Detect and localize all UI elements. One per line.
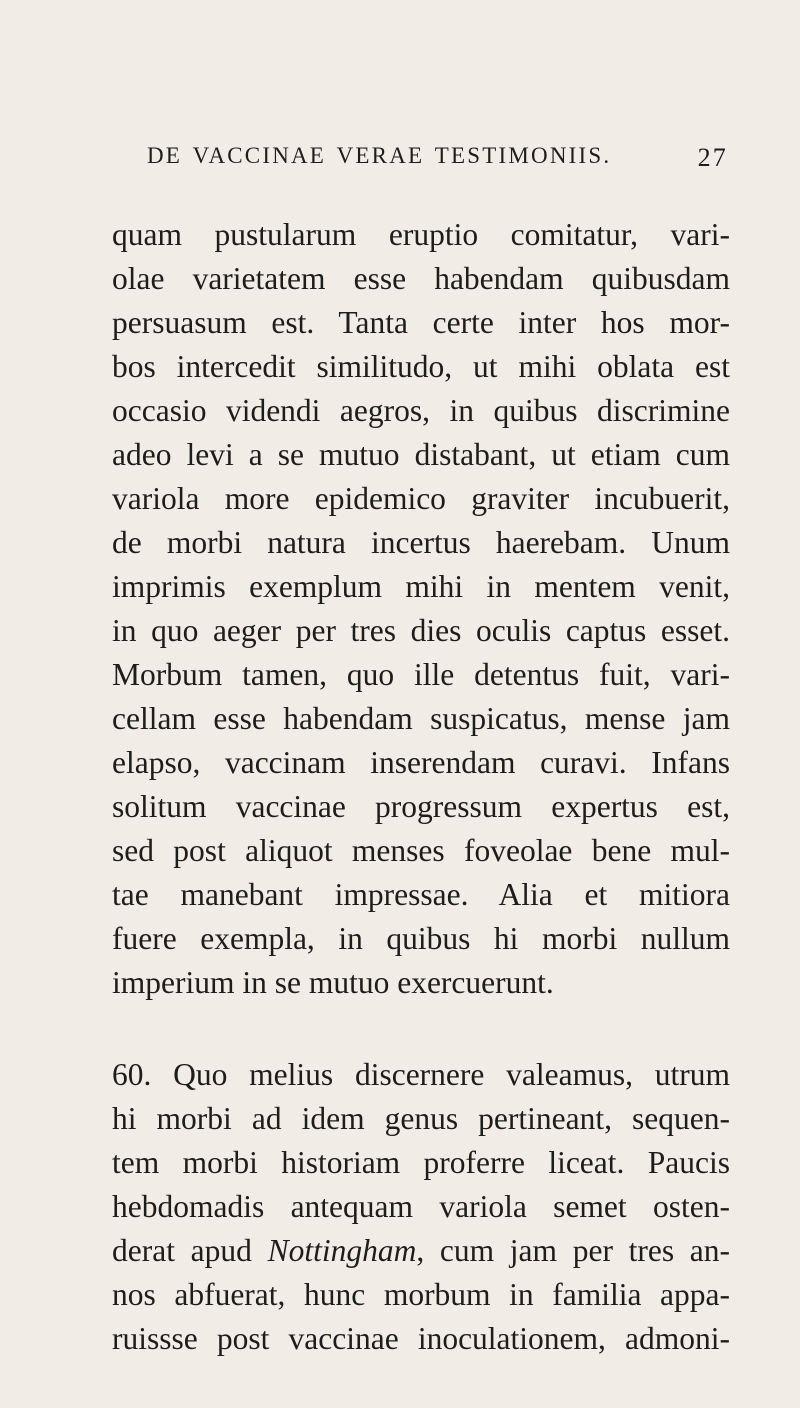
text-line: olae varietatem esse habendam quibusdam [112, 261, 730, 296]
text-line: hi morbi ad idem genus pertineant, sequen- [112, 1101, 730, 1136]
text-line: solitum vaccinae progressum expertus est, [112, 789, 730, 824]
text-line: imperium in se mutuo exercuerunt. [112, 965, 554, 1000]
text-line: fuere exempla, in quibus hi morbi nullum [112, 921, 730, 956]
text-line-with-place [112, 1229, 730, 1273]
text-line: adeo levi a se mutuo distabant, ut etiam cum [112, 437, 730, 472]
text-line: occasio videndi aegros, in quibus discrimine [112, 393, 730, 428]
text-line: 60. Quo melius discernere valeamus, utrum [112, 1057, 730, 1092]
text-fragment: , cum jam per tres an- [416, 1233, 731, 1268]
text-line: hebdomadis antequam variola semet osten- [112, 1189, 730, 1224]
paragraph-2 [112, 1053, 730, 1361]
text-line: nos abfuerat, hunc morbum in familia appa- [112, 1277, 730, 1312]
text-line: sed post aliquot menses foveolae bene mul- [112, 833, 730, 868]
text-line: Morbum tamen, quo ille detentus fuit, vari- [112, 657, 730, 692]
text-line: variola more epidemico graviter incubuerit, [112, 481, 730, 516]
running-head-title: DE VACCINAE VERAE TESTIMONIIS. [147, 143, 612, 168]
text-line: imprimis exemplum mihi in mentem venit, [112, 569, 730, 604]
paragraph-1 [112, 213, 730, 1005]
text-line: in quo aeger per tres dies oculis captus esset. [112, 613, 730, 648]
place-name: Nottingham [267, 1233, 417, 1268]
text-line: ruissse post vaccinae inoculationem, admoni- [112, 1321, 730, 1356]
text-line: quam pustularum eruptio comitatur, vari- [112, 217, 730, 252]
page-number: 27 [697, 143, 728, 172]
text-line: cellam esse habendam suspicatus, mense jam [112, 701, 730, 736]
running-head [92, 143, 728, 183]
body-text [112, 213, 730, 1361]
text-line: tem morbi historiam proferre liceat. Paucis [112, 1145, 730, 1180]
text-line: elapso, vaccinam inserendam curavi. Infans [112, 745, 730, 780]
paragraph-gap [112, 1005, 730, 1053]
text-line: bos intercedit similitudo, ut mihi oblata est [112, 349, 730, 384]
text-line: persuasum est. Tanta certe inter hos mor- [112, 305, 730, 340]
text-line: tae manebant impressae. Alia et mitiora [112, 877, 730, 912]
text-line: de morbi natura incertus haerebam. Unum [112, 525, 730, 560]
text-fragment: derat apud [112, 1233, 268, 1268]
